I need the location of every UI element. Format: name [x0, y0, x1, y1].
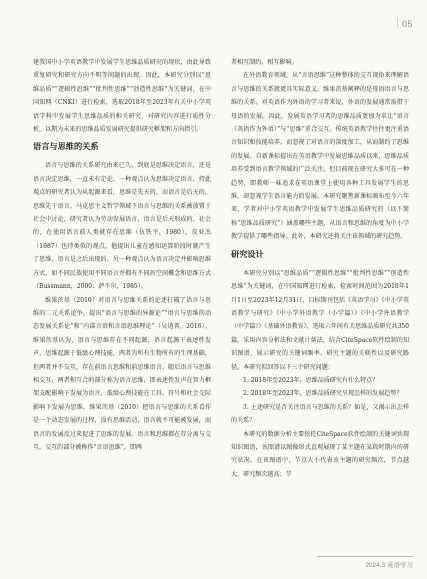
- paragraph: 者相互制约、相互影响。: [231, 59, 298, 66]
- right-column: [231, 56, 409, 481]
- left-column: [33, 56, 211, 454]
- paragraph: 语言与思维的关系研究由来已久，到底是思维决定语言，还是语言决定思维，一直未有定论。一种观点认为思维决定语言，持此观点的研究者认为从起源来看，思维是先天的，而语言是后天的，思维先于语言。马克思主义哲学领域下语言与思维的关系被放置于社会中讨论，研究者认为劳动发展语言，语言是后天形成的、社会的，在使用语言前人类就存在思维（伍铁平，1980），皮亚杰（1987）也持类似的观点，他提出儿童在感知运算阶段时就产生了思维，语言是之后出现的。另一种观点认为语言决定并影响思维方式，如不同民族使用不同语言并拥有不同的空间概念和思维方式（Bussmann，2000；萨不尔，1985）。: [33, 162, 211, 291]
- journal-issue: 2024.3 英语学习: [365, 562, 413, 569]
- research-question: 3. 上述研究是否关注语言与思维的关系？如是，又揭示出怎样的关系？: [231, 403, 409, 425]
- section-heading: 研究设计: [231, 249, 264, 259]
- page-number: 05: [397, 18, 413, 29]
- footer-rule: [317, 556, 413, 557]
- paragraph: 本研究的数据分析主要依托CiteSpace软件绘制的关键词共现知识图谱，该图谱以图像形式直观展现了某主题在某段时期内的研究状况。在该图谱中，节点大小代表该主题的研究频次，节点越大，研究频次越高；节: [231, 430, 409, 478]
- section-heading: 语言与思维的关系: [33, 142, 99, 152]
- paragraph: 建我国中小学英语教学中发展学生思维品质研究的现状，由此导致重复研究和研究方向不明等问题的出现。因此，本研究分别以“思维品质”“逻辑性思维”“批判性思维”“创造性思维”为关键词，在中国知网（CNKI）进行检索，选取2018年至2023年有关中小学英语学科中发展学生思维品质的相关研究，对研究内容进行质性分析，以期为未来的思维品质发展研究提供研究框架和方向指引。: [33, 59, 211, 134]
- footer: [317, 556, 413, 569]
- research-question: 2. 2018年至2023年，思维品质研究呈现怎样的发展趋势？: [243, 390, 403, 398]
- paragraph: 在外语教育领域，从“言语思维”这种整体的交互视角来理解语言与思维的关系就更具实际意义。维果茨基阐释的是母语语言与思维的关系。对英语作为外语的学习者来说，外语的发展通常需借于母语的发展。因此，发展英语学习者的思维品质更加为求让“语言（英语作为外语）”与“思维”重合交互。传统英语教学往往更注重语言知识和技能培养，而忽视了对语言的深度加工，从而制约了思维的发展。自新课标提出在英语教学中发展思维品质以来，思维品质培养受到语言教学领域的广泛关注。但目前现在研究大多可在一种趋势，即教师一味追求在英语课堂上使用各种工具发展学生的思维，却忽视学生语言能力的发展。本研究聚焦新课标颁布至今六年来，学者对中小学英语教学中发展学生思维品质研究的（以下简称“思维品质研究”）涵盖哪些主题，从语言和思维的角度为中小学教学提供了哪些指导。此外，本研究还将关注该领域的研究趋势。: [231, 72, 409, 241]
- paragraph: 维果茨基（2010）对语言与思维关系的论述打破了语言与思维的二元关系论争，提出“语言与思维的异源论”“语言与思维的动态发展关系论”和“内部言语和言语思维理论”（吴逍菁，2016）。维果茨基认为，语言与思维存在不同起源，语言起源于表述性发声，思维起源于低级心理技能，两者为所有生物所有的生理基础，但两者并不交互，存在前语言思维和前思维语言。随后语言与思维相交互，两者相互合的部分称为语言思维，即表述性发声在智力框架支配影响下发展为语言，低级心理技能在工具、符号和社会交际影响下发展为思维。维果茨基（2010）把语言与思维的关系看作是一个动态发展的过程，没有思维活动，语言就不可能被发展，而语言的发展反过来促进了思维的发展。语言和思维都在存分离与交互，交互的部分被称作“言语思维”，即两: [33, 296, 211, 451]
- research-question: 1. 2018年至2023年，思维品质研究有什么特点？: [243, 376, 379, 384]
- paragraph: 本研究分别以“思维品质”“逻辑性思维”“批判性思维”“创造性思维”为关键词，在中国知网进行检索，检索时间范围为2018年1月1日至2023年12月31日，目标期刊包括《英语学习》《中小学英语教学与研究》《中小学外语教学（小学篇）》《中小学外语教学（中学篇）》《基础外语教育》，选取六年间有关思维品质研究共350篇，采用内容分析法和文献计量法，结合CiteSpace软件绘制的知识图谱，展示研究的关键词频率、研究主题的关联性以及研究路径。本研究拟回答以下三个研究问题：: [231, 269, 409, 371]
